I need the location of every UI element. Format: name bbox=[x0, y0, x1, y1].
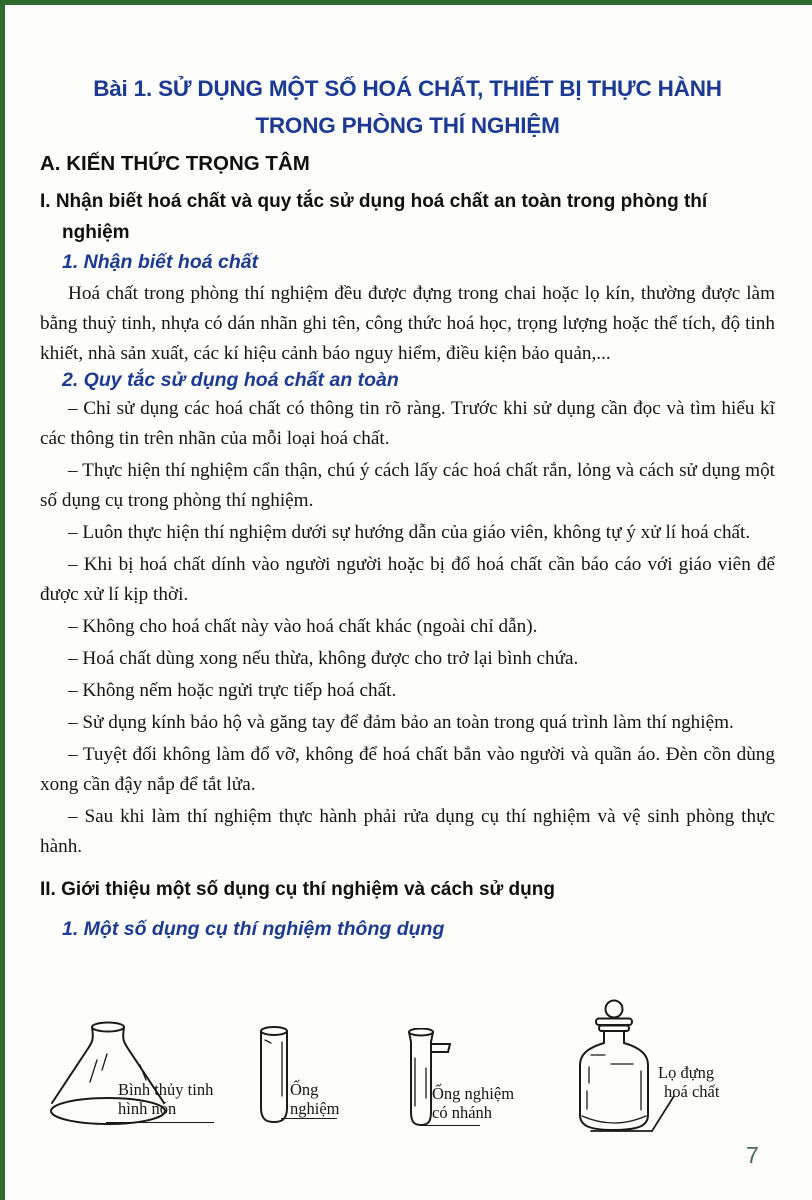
safety-rule-7: – Không nếm hoặc ngửi trực tiếp hoá chất. bbox=[68, 680, 397, 701]
safety-rule-2: – Thực hiện thí nghiệm cẩn thận, chú ý cách lấy các hoá chất rắn, lỏng và cách sử dụng một số dụng cụ trong phòng thí nghiệm. bbox=[40, 460, 775, 511]
subheading-identify-chemicals: 1. Nhận biết hoá chất bbox=[62, 251, 259, 273]
branched-test-tube-label-line1: Ống nghiệm bbox=[432, 1084, 515, 1103]
branched-test-tube-leader-line bbox=[420, 1125, 480, 1126]
safety-rule-5: – Không cho hoá chất này vào hoá chất khác (ngoài chỉ dẫn). bbox=[68, 616, 538, 637]
part-ii-heading: II. Giới thiệu một số dụng cụ thí nghiệm và cách sử dụng bbox=[40, 879, 555, 900]
page-number: 7 bbox=[746, 1142, 759, 1168]
safety-rule-9: – Tuyệt đối không làm đổ vỡ, không để hoá chất bắn vào người và quần áo. Đèn cồn dùng xong cần đậy nắp để tắt lửa. bbox=[40, 744, 775, 795]
flask-label-line1: Bình thủy tinh bbox=[118, 1080, 214, 1099]
reagent-bottle-label-line2: hoá chất bbox=[664, 1081, 720, 1101]
branched-test-tube-label bbox=[432, 1085, 514, 1122]
reagent-bottle-label-line1: Lọ đựng bbox=[658, 1063, 715, 1082]
intro-paragraph: Hoá chất trong phòng thí nghiệm đều được đựng trong chai hoặc lọ kín, thường được làm bằng thuỷ tinh, nhựa có dán nhãn ghi tên, công thức hoá học, trọng lượng hoặc thể tích, độ tinh khiết, nhà sản xuất, các kí hiệu cảnh báo nguy hiểm, điều kiện bảo quản,... bbox=[40, 283, 775, 364]
reagent-bottle-label bbox=[658, 1064, 719, 1101]
subheading-safety-rules: 2. Quy tắc sử dụng hoá chất an toàn bbox=[62, 369, 399, 391]
safety-rule-4: – Khi bị hoá chất dính vào người người hoặc bị đổ hoá chất cần báo cáo với giáo viên để được xử lí kịp thời. bbox=[40, 554, 775, 605]
test-tube-leader-line bbox=[281, 1118, 337, 1119]
flask-label bbox=[118, 1081, 213, 1118]
flask-label-line2: hình nón bbox=[118, 1098, 177, 1118]
page-content bbox=[40, 0, 775, 941]
branched-test-tube-label-line2: có nhánh bbox=[432, 1102, 493, 1122]
section-a-heading: A. KIẾN THỨC TRỌNG TÂM bbox=[40, 152, 310, 175]
safety-rule-3: – Luôn thực hiện thí nghiệm dưới sự hướng dẫn của giáo viên, không tự ý xử lí hoá chất. bbox=[68, 522, 751, 543]
test-tube-label bbox=[290, 1081, 340, 1118]
lesson-title bbox=[40, 70, 775, 144]
safety-rules-list bbox=[40, 394, 775, 862]
lesson-title-line1: Bài 1. SỬ DỤNG MỘT SỐ HOÁ CHẤT, THIẾT BỊ THỰC HÀNH bbox=[93, 76, 722, 101]
test-tube-label-line1: Ống bbox=[290, 1080, 319, 1099]
safety-rule-6: – Hoá chất dùng xong nếu thừa, không được cho trở lại bình chứa. bbox=[68, 648, 579, 669]
part-i-heading: I. Nhận biết hoá chất và quy tắc sử dụng hoá chất an toàn trong phòng thí nghiệm bbox=[40, 191, 708, 243]
safety-rule-10: – Sau khi làm thí nghiệm thực hành phải rửa dụng cụ thí nghiệm và vệ sinh phòng thực hành. bbox=[40, 806, 775, 857]
subheading-common-apparatus: 1. Một số dụng cụ thí nghiệm thông dụng bbox=[62, 918, 445, 940]
flask-leader-line bbox=[106, 1122, 214, 1123]
safety-rule-8: – Sử dụng kính bảo hộ và găng tay để đảm bảo an toàn trong quá trình làm thí nghiệm. bbox=[68, 712, 734, 733]
lesson-title-line2: TRONG PHÒNG THÍ NGHIỆM bbox=[255, 113, 560, 138]
safety-rule-1: – Chỉ sử dụng các hoá chất có thông tin rõ ràng. Trước khi sử dụng cần đọc và tìm hiểu kĩ các thông tin trên nhãn của mỗi loại hoá chất. bbox=[40, 398, 775, 449]
test-tube-figure bbox=[256, 1026, 292, 1124]
page-frame-left bbox=[0, 0, 5, 1200]
test-tube-label-line2: nghiệm bbox=[290, 1098, 340, 1118]
